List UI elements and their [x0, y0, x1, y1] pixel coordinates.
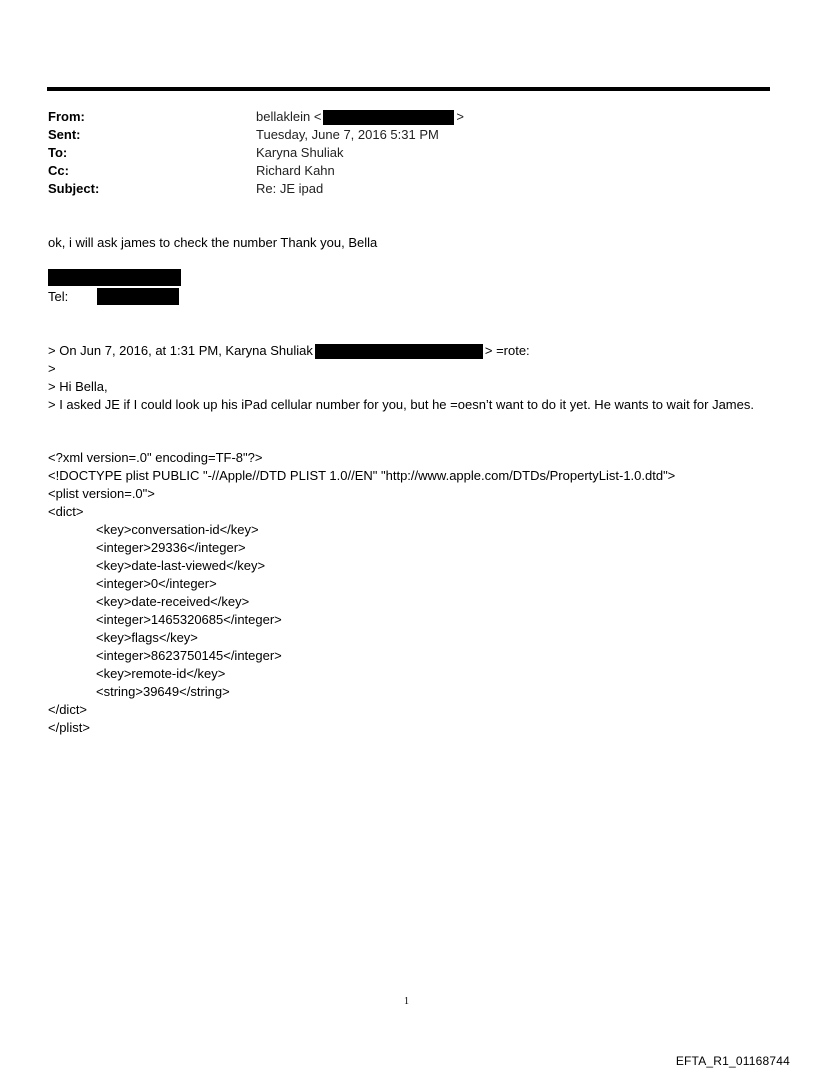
header-rule	[47, 87, 770, 91]
quote-attribution: > On Jun 7, 2016, at 1:31 PM, Karyna Shuliak	[48, 343, 313, 358]
message-intro: ok, i will ask james to check the number Thank you, Bella	[48, 235, 378, 250]
xml-line: <plist version=.0">	[48, 486, 155, 501]
xml-dict-line: <key>date-last-viewed</key>	[96, 558, 266, 573]
cc-value: Richard Kahn	[256, 163, 335, 178]
sent-label: Sent:	[48, 127, 81, 142]
xml-line: </dict>	[48, 702, 88, 717]
quote-attribution-suffix: > =rote:	[484, 343, 530, 358]
cc-label: Cc:	[48, 163, 69, 178]
xml-line: <?xml version=.0" encoding=TF-8"?>	[48, 450, 263, 465]
xml-line: </plist>	[48, 720, 90, 735]
quote-line: > I asked JE if I could look up his iPad cellular number for you, but he =oesn’t want to do it yet. He wants to wait for James.	[48, 397, 754, 412]
from-value	[256, 108, 464, 126]
from-label: From:	[48, 109, 85, 124]
xml-dict-line: <string>39649</string>	[96, 684, 230, 699]
xml-dict-line: <integer>0</integer>	[96, 576, 217, 591]
redacted-email	[315, 344, 483, 359]
quote-line	[48, 342, 758, 360]
from-suffix: >	[456, 109, 464, 124]
xml-dict-line: <integer>29336</integer>	[96, 540, 246, 555]
subject-row	[48, 180, 464, 198]
page-number: 1	[404, 996, 409, 1007]
quote-line: > Hi Bella,	[48, 379, 108, 394]
to-value: Karyna Shuliak	[256, 145, 344, 160]
from-name: bellaklein <	[256, 109, 322, 124]
cc-row	[48, 162, 464, 180]
redacted-email	[323, 110, 454, 125]
xml-dict-line: <key>date-received</key>	[96, 594, 250, 609]
email-header	[48, 108, 464, 198]
redacted-signature	[48, 269, 181, 286]
xml-dict-line: <key>conversation-id</key>	[96, 522, 259, 537]
sent-row	[48, 126, 464, 144]
tel-label: Tel:	[48, 289, 69, 304]
xml-dict-line: <key>flags</key>	[96, 630, 198, 645]
subject-label: Subject:	[48, 181, 100, 196]
from-row	[48, 108, 464, 126]
quote-line: >	[48, 361, 56, 376]
sent-value: Tuesday, June 7, 2016 5:31 PM	[256, 127, 439, 142]
xml-block	[48, 449, 758, 737]
xml-dict-line: <integer>1465320685</integer>	[96, 612, 282, 627]
xml-line: <dict>	[48, 504, 84, 519]
document-id: EFTA_R1_01168744	[675, 1054, 790, 1068]
to-row	[48, 144, 464, 162]
xml-dict-line: <integer>8623750145</integer>	[96, 648, 282, 663]
xml-line: <!DOCTYPE plist PUBLIC "-//Apple//DTD PLIST 1.0//EN" "http://www.apple.com/DTDs/PropertyList-1.0.dtd">	[48, 468, 676, 483]
xml-dict-line: <key>remote-id</key>	[96, 666, 226, 681]
to-label: To:	[48, 145, 68, 160]
subject-value: Re: JE ipad	[256, 181, 324, 196]
redacted-phone	[97, 288, 179, 305]
quoted-message	[48, 342, 758, 414]
